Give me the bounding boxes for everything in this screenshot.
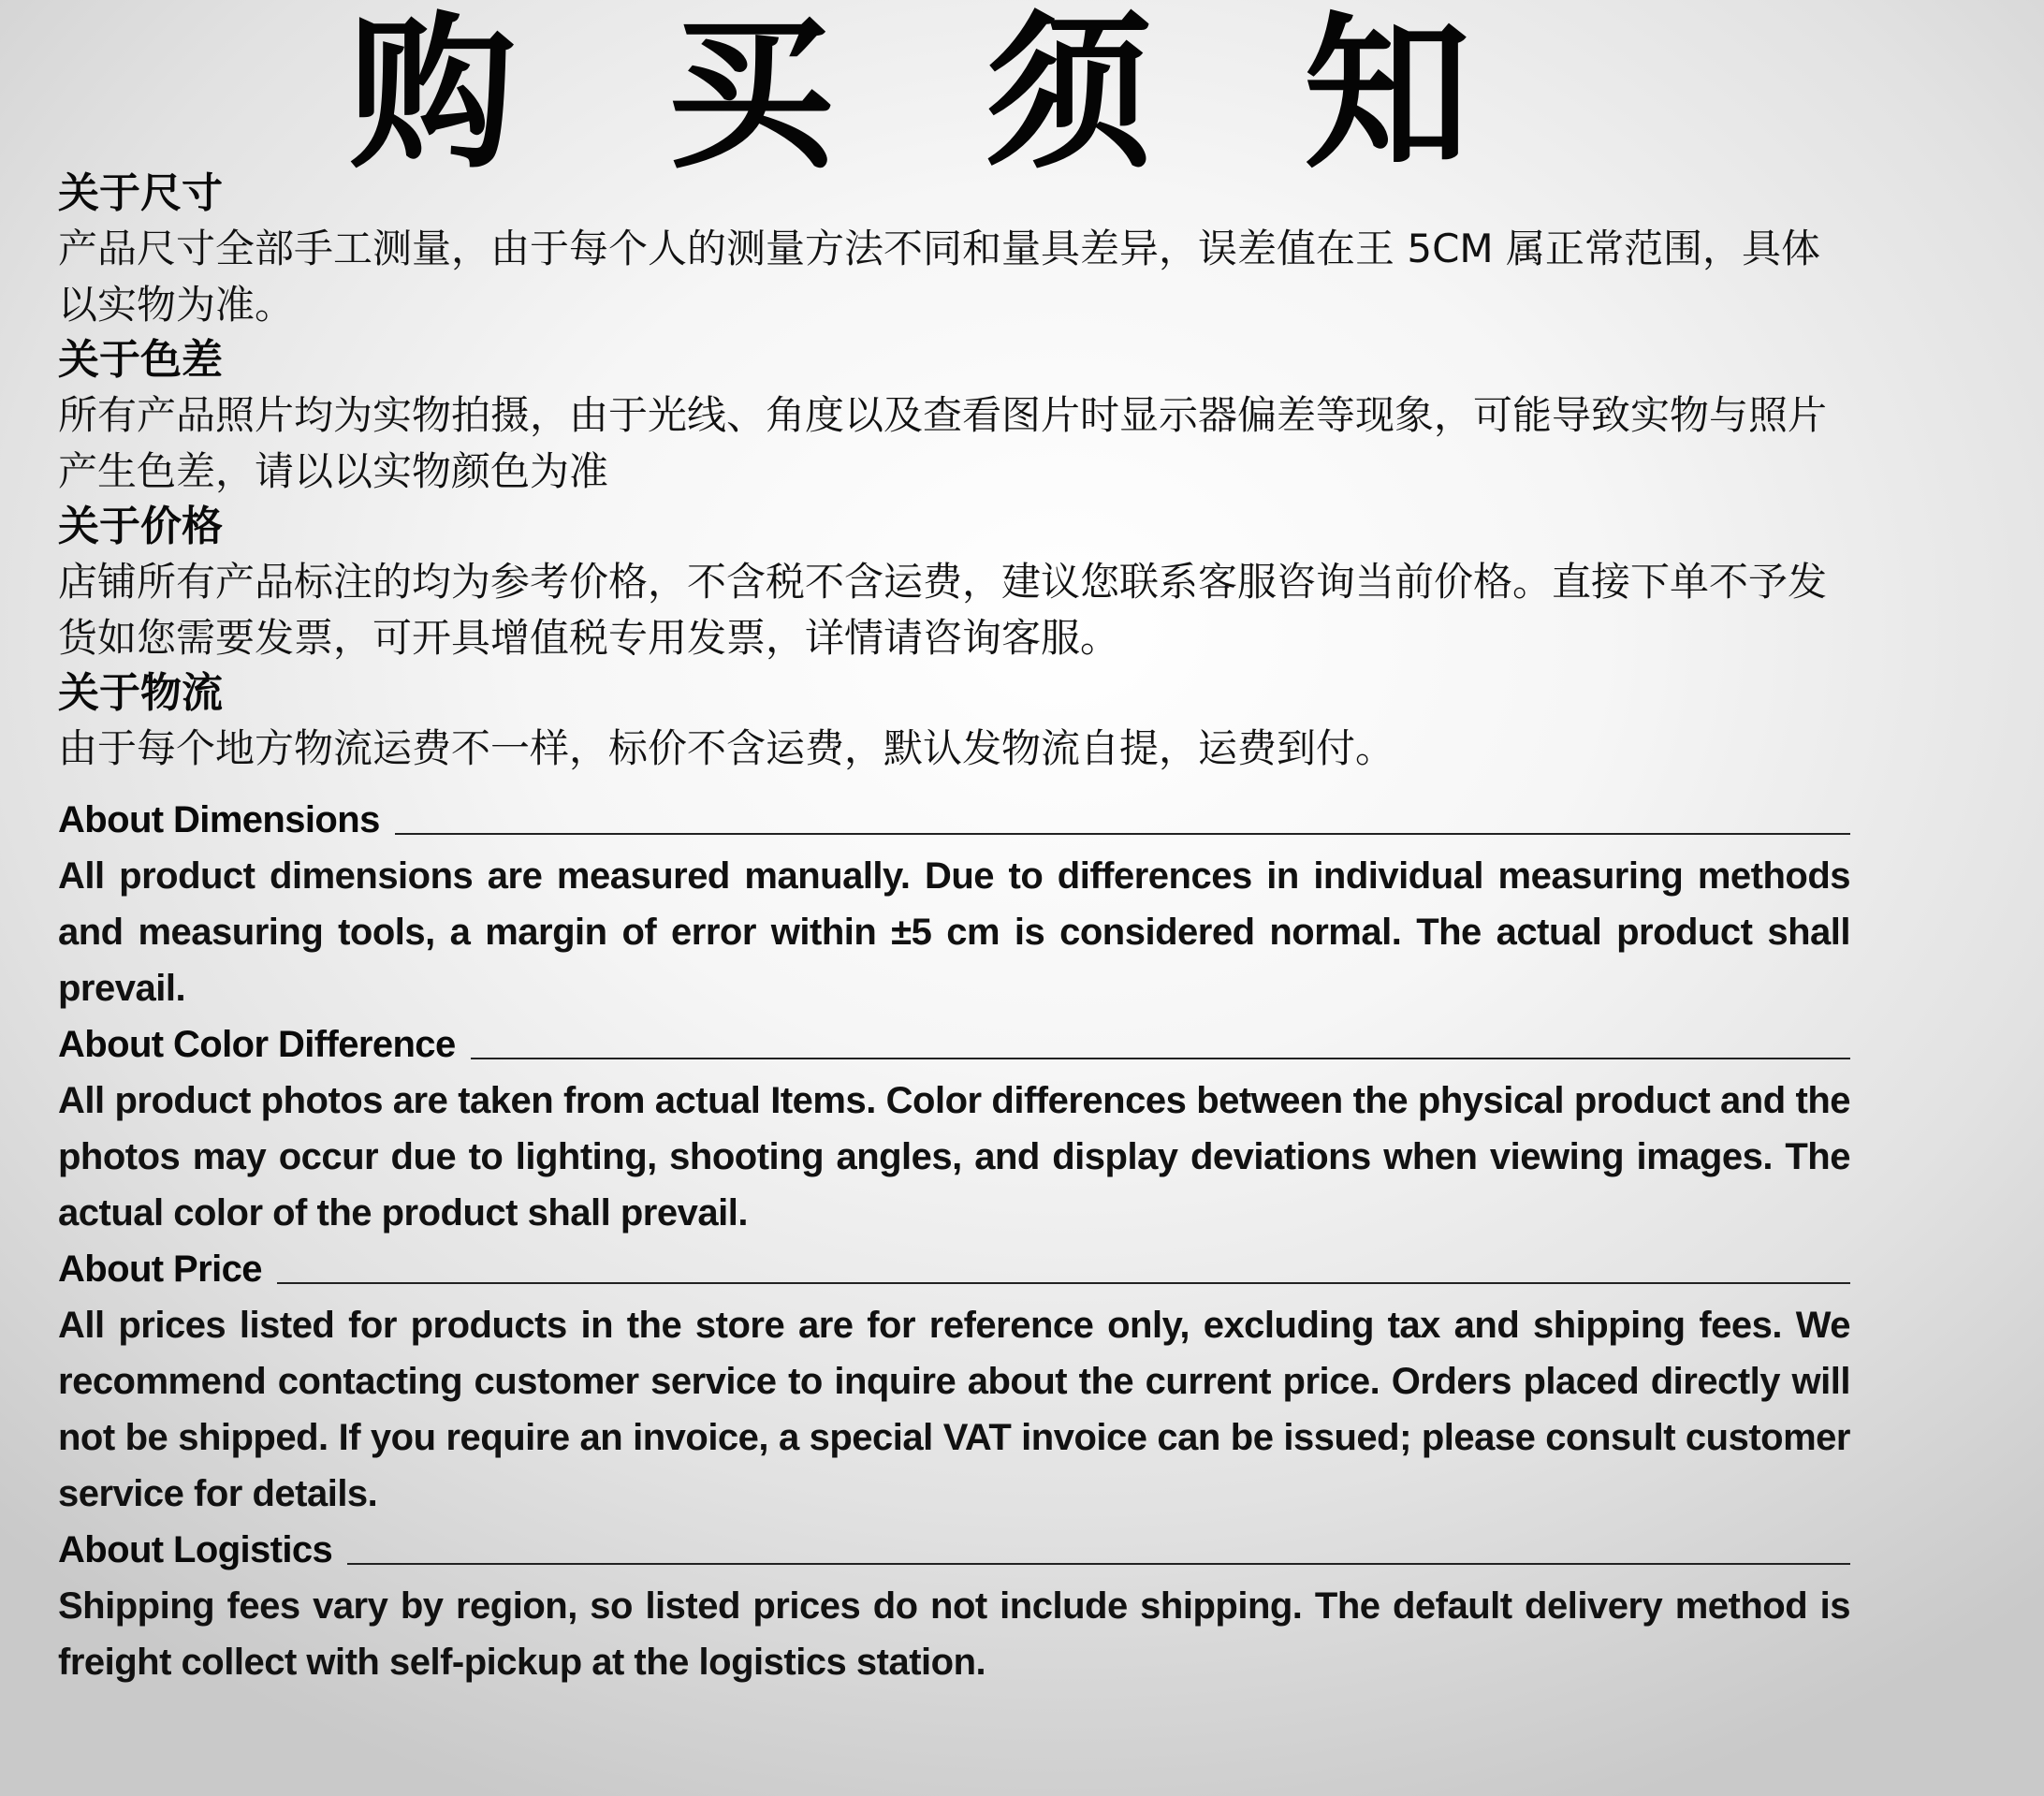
en-section-price xyxy=(58,1241,1850,1522)
cn-heading-logistics: 关于物流 xyxy=(58,669,223,717)
en-heading-row-color xyxy=(58,1016,1850,1073)
cn-section-price xyxy=(58,500,1855,666)
cn-heading-dimensions: 关于尺寸 xyxy=(58,169,223,217)
en-heading-row-price xyxy=(58,1241,1850,1297)
divider-line xyxy=(395,833,1850,835)
en-heading-price: About Price xyxy=(58,1248,262,1290)
cn-body-dimensions: 产品尺寸全部手工测量，由于每个人的测量方法不同和量具差异，误差值在王 5CM 属正常范围，具体以实物为准。 xyxy=(58,226,1820,328)
page-title: 购 买 须 知 xyxy=(349,0,1517,191)
en-heading-logistics: About Logistics xyxy=(58,1529,333,1570)
english-notice-section xyxy=(58,792,1850,1690)
en-heading-dimensions: About Dimensions xyxy=(58,799,380,840)
cn-body-logistics: 由于每个地方物流运费不一样，标价不含运费，默认发物流自提，运费到付。 xyxy=(58,725,1395,771)
en-heading-color: About Color Difference xyxy=(58,1024,456,1065)
purchase-notice-page xyxy=(58,0,1855,1796)
divider-line xyxy=(347,1563,1850,1565)
en-section-logistics xyxy=(58,1522,1850,1690)
cn-heading-color: 关于色差 xyxy=(58,336,223,384)
en-heading-row-logistics xyxy=(58,1522,1850,1578)
cn-body-price: 店铺所有产品标注的均为参考价格，不含税不含运费，建议您联系客服咨询当前价格。直接下单不予发货如您需要发票，可开具增值税专用发票，详情请咨询客服。 xyxy=(58,559,1828,661)
cn-heading-price: 关于价格 xyxy=(58,503,223,550)
divider-line xyxy=(277,1282,1850,1284)
en-section-dimensions xyxy=(58,792,1850,1016)
en-heading-row-dimensions xyxy=(58,792,1850,848)
en-body-logistics: Shipping fees vary by region, so listed prices do not include shipping. The default delivery method is freight collect with self-pickup at the logistics station. xyxy=(58,1585,1850,1683)
en-body-dimensions: All product dimensions are measured manually. Due to differences in individual measuring methods and measuring tools, a margin of error within ±5 cm is considered normal. The actual product shall prevail. xyxy=(58,855,1850,1009)
cn-section-dimensions xyxy=(58,167,1855,333)
cn-section-logistics xyxy=(58,666,1855,777)
divider-line xyxy=(471,1058,1850,1059)
en-section-color xyxy=(58,1016,1850,1241)
chinese-notice-section xyxy=(58,167,1855,777)
en-body-price: All prices listed for products in the store are for reference only, excluding tax and shipping fees. We recommend contacting customer service to inquire about the current price. Orders placed directly will not be shipped. If you require an invoice, a special VAT invoice can be issued; please consult customer service for details. xyxy=(58,1305,1850,1514)
cn-section-color xyxy=(58,333,1855,500)
en-body-color: All product photos are taken from actual Items. Color differences between the physical product and the photos may occur due to lighting, shooting angles, and display deviations when viewing images. The actual color of the product shall prevail. xyxy=(58,1080,1850,1234)
cn-body-color: 所有产品照片均为实物拍摄，由于光线、角度以及查看图片时显示器偏差等现象，可能导致实物与照片产生色差，请以以实物颜色为准 xyxy=(58,392,1828,494)
